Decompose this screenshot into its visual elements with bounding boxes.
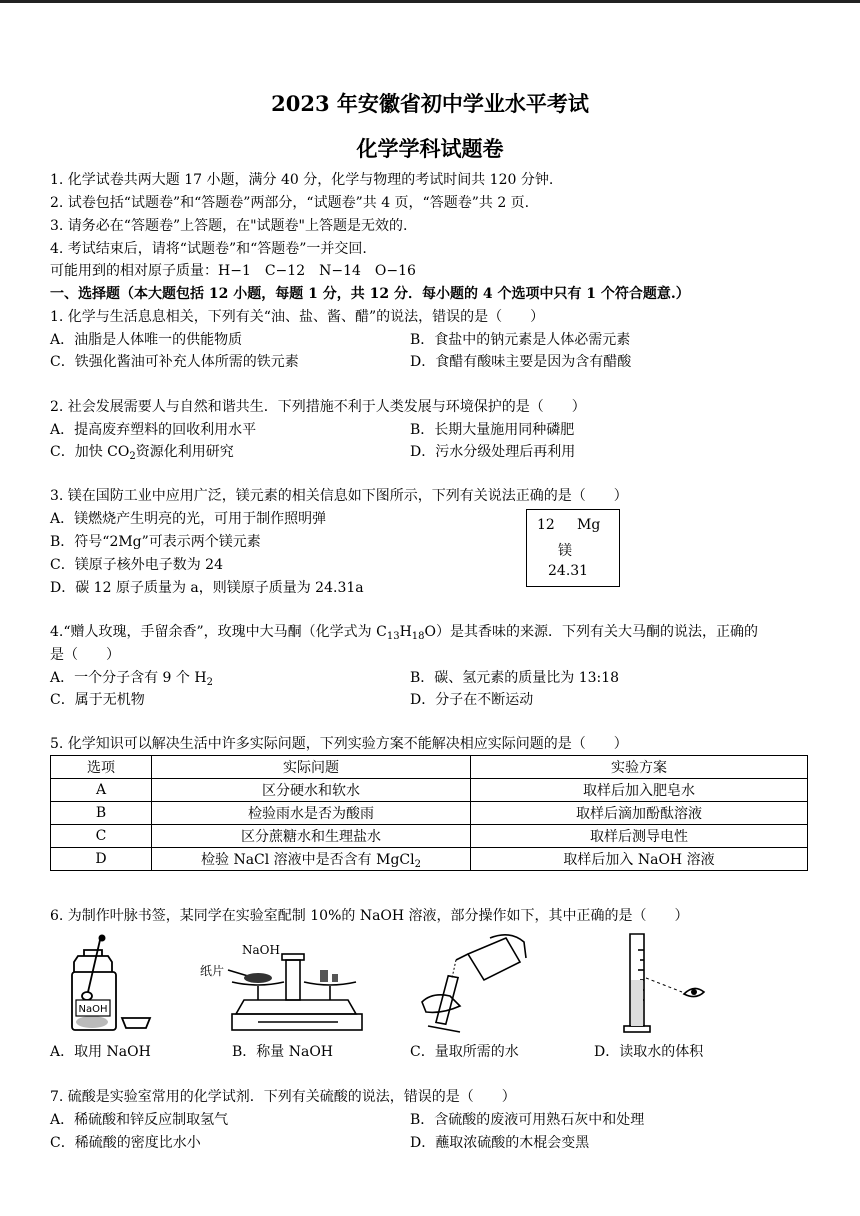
spoon-handle-dot — [99, 935, 106, 942]
table-header-row — [51, 756, 808, 779]
q3-option-a: A．镁燃烧产生明亮的光，可用于制作照明弹 — [50, 511, 327, 527]
exam-title: 2023 年安徽省初中学业水平考试 — [271, 91, 589, 116]
q7-option-b: B．含硫酸的废液可用熟石灰中和处理 — [410, 1112, 645, 1128]
q4-stem — [50, 622, 758, 642]
header-option: 选项 — [51, 756, 152, 779]
q3-option-c: C．镁原子核外电子数为 24 — [50, 557, 223, 573]
q2-c-text: C．加快 CO — [50, 444, 130, 460]
q7-option-a: A．稀硫酸和锌反应制取氢气 — [50, 1112, 229, 1128]
naoh-bottle-label: NaOH — [78, 1004, 108, 1015]
figure-pouring-water — [420, 928, 540, 1036]
q4-a-sub: 2 — [206, 677, 213, 688]
q5-table — [50, 755, 808, 871]
q3-stem: 3. 镁在国防工业中应用广泛，镁元素的相关信息如下图所示，下列有关说法正确的是（ ） — [50, 488, 628, 504]
q3-option-b: B．符号“2Mg”可表示两个镁元素 — [50, 534, 261, 550]
cell-option: A — [51, 779, 152, 802]
q4-sub-h: 18 — [411, 631, 425, 642]
q2-c-text-2: 资源化利用研究 — [135, 444, 234, 460]
element-number: 12 — [537, 517, 555, 533]
table-row — [51, 779, 808, 802]
note-1: 1. 化学试卷共两大题 17 小题，满分 40 分，化学与物理的考试时间共 120 分钟. — [50, 172, 554, 188]
note-2: 2. 试卷包括“试题卷”和“答题卷”两部分，“试题卷”共 4 页，“答题卷”共 2 页. — [50, 195, 530, 211]
table-row — [51, 802, 808, 825]
figure-balance — [198, 942, 384, 1038]
header-plan: 实验方案 — [471, 756, 808, 779]
q4-a-text: A．一个分子含有 9 个 H — [50, 670, 207, 686]
cell-problem-text: 检验 NaCl 溶液中是否含有 MgCl — [201, 852, 415, 868]
q1-option-c: C．铁强化酱油可补充人体所需的铁元素 — [50, 354, 299, 370]
element-symbol: Mg — [577, 517, 601, 533]
q7-stem: 7. 硫酸是实验室常用的化学试剂．下列有关硫酸的说法，错误的是（ ） — [50, 1089, 516, 1105]
q5-stem: 5. 化学知识可以解决生活中许多实际问题，下列实验方案不能解决相应实际问题的是（ ） — [50, 736, 628, 752]
q1-option-a: A．油脂是人体唯一的供能物质 — [50, 332, 243, 348]
q7-option-d: D．蘸取浓硫酸的木棍会变黑 — [410, 1135, 590, 1151]
cell-option: B — [51, 802, 152, 825]
q4-stem-h: H — [399, 624, 412, 640]
header-problem: 实际问题 — [152, 756, 471, 779]
q1-stem: 1. 化学与生活息息相关，下列有关“油、盐、酱、醋”的说法，错误的是（ ） — [50, 309, 545, 325]
cell-option: C — [51, 825, 152, 848]
element-mass: 24.31 — [548, 563, 589, 579]
figure-bottle-spoon — [62, 932, 162, 1036]
q4-stem-line2: 是（ ） — [50, 647, 120, 663]
section-heading: 一、选择题（本大题包括 12 小题，每题 1 分，共 12 分．每小题的 4 个选项中只有 1 个符合题意.） — [50, 286, 690, 302]
note-3: 3. 请务必在“答题卷”上答题，在"试题卷"上答题是无效的. — [50, 218, 408, 234]
table-row — [51, 848, 808, 871]
q2-c-sub: 2 — [129, 451, 136, 462]
cell-problem: 区分硬水和软水 — [152, 779, 471, 802]
q6-option-c: C．量取所需的水 — [410, 1044, 519, 1060]
q2-option-a: A．提高废弃塑料的回收利用水平 — [50, 422, 257, 438]
q4-option-c: C．属于无机物 — [50, 692, 145, 708]
atomic-masses: 可能用到的相对原子质量：H−1 C−12 N−14 O−16 — [50, 263, 416, 279]
element-name: 镁 — [558, 543, 572, 559]
top-border — [0, 0, 860, 3]
paper-label: 纸片 — [200, 964, 225, 978]
q4-option-d: D．分子在不断运动 — [410, 692, 534, 708]
q4-sub-c: 13 — [386, 631, 400, 642]
cell-plan: 取样后滴加酚酞溶液 — [471, 802, 808, 825]
note-4: 4. 考试结束后，请将“试题卷”和“答题卷”一并交回. — [50, 241, 367, 257]
q1-option-b: B．食盐中的钠元素是人体必需元素 — [410, 332, 631, 348]
q6-stem: 6. 为制作叶脉书签，某同学在实验室配制 10%的 NaOH 溶液，部分操作如下，其中正确的是（ ） — [50, 908, 689, 924]
cell-problem-sub: 2 — [414, 859, 421, 870]
q7-option-c: C．稀硫酸的密度比水小 — [50, 1135, 201, 1151]
table-row — [51, 825, 808, 848]
cell-plan: 取样后加入肥皂水 — [471, 779, 808, 802]
cell-problem: 区分蔗糖水和生理盐水 — [152, 825, 471, 848]
q4-option-b: B．碳、氢元素的质量比为 13:18 — [410, 670, 620, 686]
q2-option-d: D．污水分级处理后再利用 — [410, 444, 576, 460]
cell-option: D — [51, 848, 152, 871]
q2-stem: 2. 社会发展需要人与自然和谐共生．下列措施不利于人类发展与环境保护的是（ ） — [50, 399, 586, 415]
cell-plan: 取样后测导电性 — [471, 825, 808, 848]
q3-option-d: D．碳 12 原子质量为 a，则镁原子质量为 24.31a — [50, 580, 364, 596]
cell-problem — [152, 848, 471, 871]
q4-stem-text: 4.“赠人玫瑰，手留余香”，玫瑰中大马酮（化学式为 C — [50, 624, 387, 640]
q4-stem-text-2: O）是其香味的来源．下列有关大马酮的说法，正确的 — [424, 624, 759, 640]
q6-option-b: B．称量 NaOH — [232, 1044, 334, 1060]
cell-plan: 取样后加入 NaOH 溶液 — [471, 848, 808, 871]
q4-option-a — [50, 668, 213, 688]
figure-read-volume — [622, 930, 718, 1038]
q6-option-d: D．读取水的体积 — [594, 1044, 704, 1060]
q2-option-b: B．长期大量施用同种磷肥 — [410, 422, 575, 438]
q6-option-a: A．取用 NaOH — [50, 1044, 151, 1060]
cell-problem: 检验雨水是否为酸雨 — [152, 802, 471, 825]
q2-option-c — [50, 442, 234, 462]
balance-naoh-label: NaOH — [242, 943, 280, 957]
element-card-mg — [526, 509, 620, 587]
q1-option-d: D．食醋有酸味主要是因为含有醋酸 — [410, 354, 632, 370]
exam-subtitle: 化学学科试题卷 — [356, 136, 504, 161]
